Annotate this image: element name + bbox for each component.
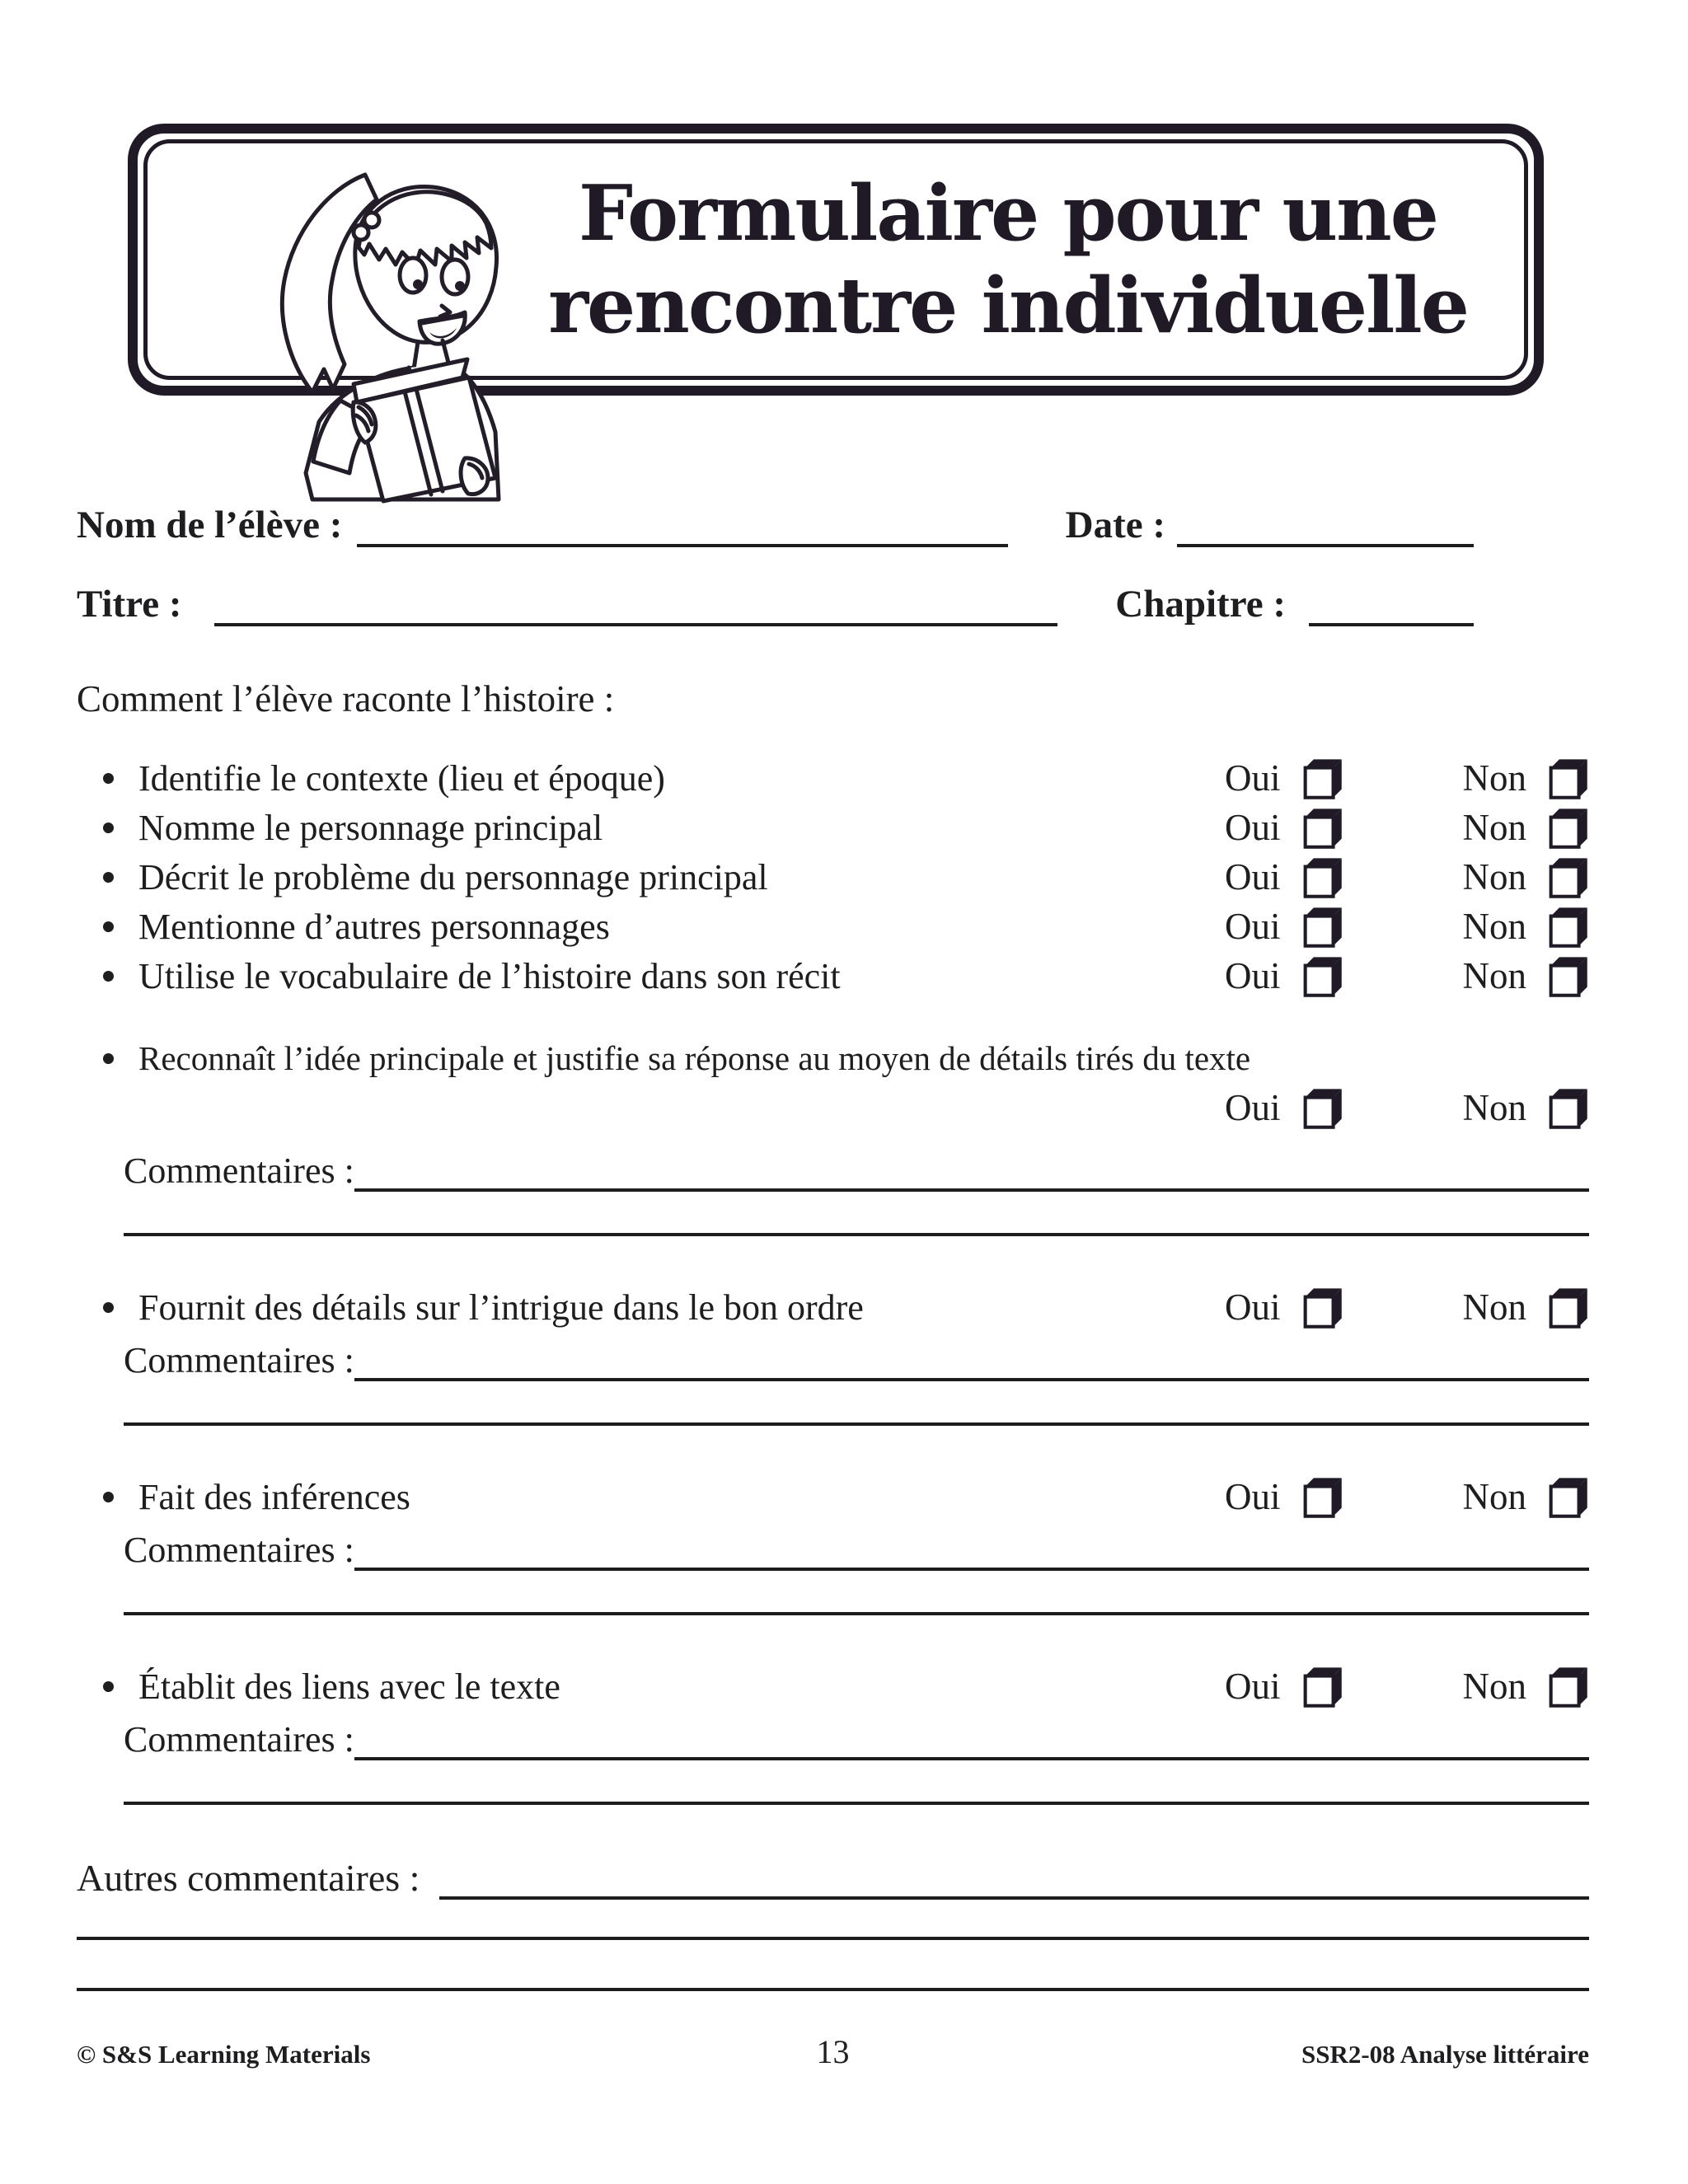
other-comments-line[interactable] [77, 1937, 1589, 1940]
bullet-icon [103, 1302, 114, 1313]
checklist-item [77, 803, 1589, 852]
comments-field[interactable] [354, 1559, 1589, 1571]
page-title [500, 134, 1516, 386]
comments-row [124, 1525, 1589, 1571]
oui-label: Oui [1225, 1087, 1281, 1128]
comments-label: Commentaires : [124, 1719, 354, 1760]
checklist-item-label: Nomme le personnage principal [138, 807, 603, 848]
detail-section-plot-order [77, 1284, 1589, 1426]
detail-item-label: Fait des inférences [138, 1476, 410, 1517]
page-number: 13 [816, 2033, 850, 2070]
student-illustration [233, 150, 513, 506]
non-checkbox[interactable] [1546, 1286, 1589, 1329]
comments-line[interactable] [124, 1233, 1589, 1236]
page-footer [77, 2032, 1589, 2071]
oui-label: Oui [1225, 1666, 1281, 1707]
checklist-item [77, 852, 1589, 902]
non-checkbox[interactable] [1546, 855, 1589, 898]
oui-label: Oui [1225, 1476, 1281, 1517]
non-label: Non [1462, 757, 1526, 799]
checklist-item-label: Décrit le problème du personnage principal [138, 856, 768, 898]
non-label: Non [1462, 906, 1526, 947]
checklist-item-label: Utilise le vocabulaire de l’histoire dans son récit [138, 955, 841, 996]
other-comments-row [77, 1850, 1589, 1900]
oui-checkbox[interactable] [1301, 1086, 1343, 1129]
oui-checkbox[interactable] [1301, 905, 1343, 948]
oui-label: Oui [1225, 1286, 1281, 1328]
bullet-icon [103, 921, 114, 932]
name-date-row [77, 503, 1589, 547]
oui-checkbox[interactable] [1301, 1475, 1343, 1518]
oui-checkbox[interactable] [1301, 855, 1343, 898]
checklist-item-label: Identifie le contexte (lieu et époque) [138, 757, 665, 799]
comments-row [124, 1714, 1589, 1760]
bullet-icon [103, 971, 114, 982]
copyright-text: © S&S Learning Materials [77, 2040, 371, 2069]
detail-section-inferences [77, 1474, 1589, 1615]
student-name-field[interactable] [357, 536, 1007, 547]
chapter-field[interactable] [1309, 615, 1474, 626]
oui-label: Oui [1225, 955, 1281, 996]
non-label: Non [1462, 856, 1526, 898]
detail-section-connections [77, 1663, 1589, 1805]
comments-row [124, 1335, 1589, 1381]
checklist-item [77, 902, 1589, 951]
section-heading: Comment l’élève raconte l’histoire : [77, 678, 615, 719]
comments-label: Commentaires : [124, 1530, 354, 1570]
non-label: Non [1462, 807, 1526, 848]
checklist-item [77, 753, 1589, 803]
detail-item-label: Reconnaît l’idée principale et justifie sa réponse au moyen de détails tirés du texte [138, 1039, 1251, 1077]
oui-label: Oui [1225, 757, 1281, 799]
oui-checkbox[interactable] [1301, 806, 1343, 849]
detail-item-label: Établit des liens avec le texte [138, 1666, 560, 1707]
form-title-line2: rencontre individuelle [548, 260, 1468, 350]
bullet-icon [103, 872, 114, 883]
oui-label: Oui [1225, 807, 1281, 848]
oui-checkbox[interactable] [1301, 1665, 1343, 1708]
student-name-label: Nom de l’élève : [77, 504, 343, 546]
book-title-field[interactable] [214, 615, 1057, 626]
product-code-text: SSR2-08 Analyse littéraire [1301, 2040, 1589, 2069]
other-comments-label: Autres commentaires : [77, 1857, 420, 1899]
comments-field[interactable] [354, 1180, 1589, 1192]
comments-field[interactable] [354, 1370, 1589, 1381]
bullet-icon [103, 773, 114, 784]
non-label: Non [1462, 1666, 1526, 1707]
oui-checkbox[interactable] [1301, 757, 1343, 799]
non-label: Non [1462, 1087, 1526, 1128]
bullet-icon [103, 1492, 114, 1502]
chapter-label: Chapitre : [1115, 583, 1286, 626]
comments-line[interactable] [124, 1802, 1589, 1805]
main-idea-ouinon-row [77, 1085, 1589, 1131]
oui-label: Oui [1225, 906, 1281, 947]
date-field[interactable] [1177, 536, 1474, 547]
non-checkbox[interactable] [1546, 1086, 1589, 1129]
form-title-line1: Formulaire pour une [579, 168, 1437, 259]
other-comments-field[interactable] [439, 1888, 1589, 1900]
title-chapter-row [77, 582, 1589, 626]
header-banner [128, 124, 1544, 396]
other-comments-line[interactable] [77, 1988, 1589, 1991]
non-label: Non [1462, 1476, 1526, 1517]
date-label: Date : [1065, 504, 1165, 546]
bullet-icon [103, 1681, 114, 1692]
oui-checkbox[interactable] [1301, 1286, 1343, 1329]
comments-label: Commentaires : [124, 1151, 354, 1191]
non-checkbox[interactable] [1546, 905, 1589, 948]
book-title-label: Titre : [77, 583, 182, 626]
oui-checkbox[interactable] [1301, 954, 1343, 997]
non-checkbox[interactable] [1546, 954, 1589, 997]
comments-field[interactable] [354, 1749, 1589, 1760]
non-checkbox[interactable] [1546, 806, 1589, 849]
comments-line[interactable] [124, 1422, 1589, 1426]
comments-label: Commentaires : [124, 1340, 354, 1380]
non-label: Non [1462, 1286, 1526, 1328]
comments-line[interactable] [124, 1612, 1589, 1615]
non-label: Non [1462, 955, 1526, 996]
checklist-item-label: Mentionne d’autres personnages [138, 906, 610, 947]
bullet-icon [103, 823, 114, 833]
checklist [77, 753, 1589, 1001]
non-checkbox[interactable] [1546, 757, 1589, 799]
comments-row [124, 1146, 1589, 1192]
detail-item-label: Fournit des détails sur l’intrigue dans le bon ordre [138, 1286, 864, 1328]
bullet-icon [103, 1053, 114, 1064]
non-checkbox[interactable] [1546, 1475, 1589, 1518]
checklist-item [77, 951, 1589, 1001]
non-checkbox[interactable] [1546, 1665, 1589, 1708]
detail-item-main-idea [77, 1037, 1589, 1080]
oui-label: Oui [1225, 856, 1281, 898]
